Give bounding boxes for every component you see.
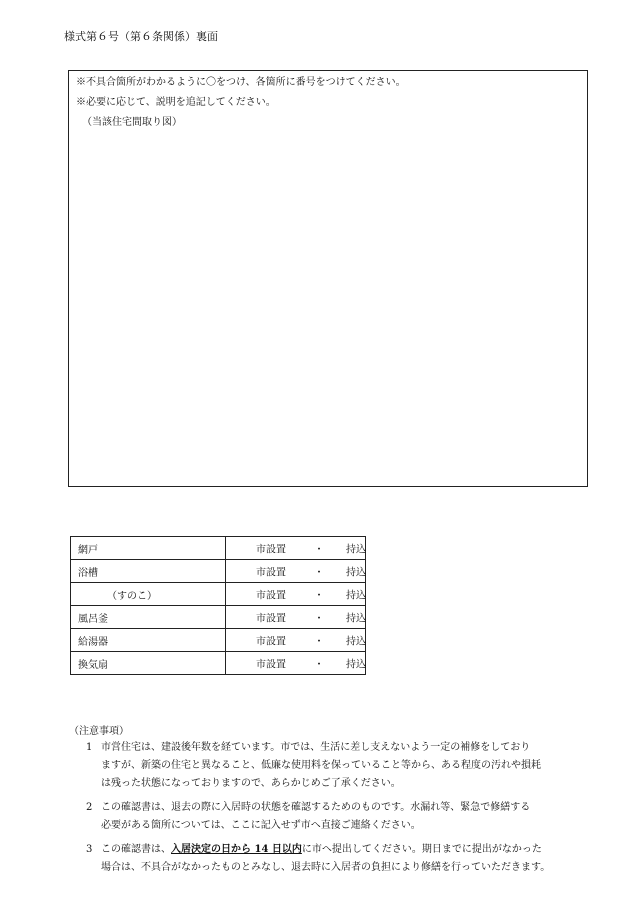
table-row xyxy=(71,583,366,606)
drawing-instruction-2: ※必要に応じて、説明を追記してください。 xyxy=(76,97,276,108)
table-row xyxy=(71,560,366,583)
floor-plan-drawing-area xyxy=(68,70,588,487)
option-city-installed: 市設置 xyxy=(256,613,286,625)
notes-heading: （注意事項） xyxy=(69,726,129,737)
equipment-name: 風呂釜 xyxy=(71,606,226,629)
option-brought-in: 持込 xyxy=(346,613,366,625)
equipment-table xyxy=(70,536,366,675)
equipment-options xyxy=(226,537,366,560)
table-row xyxy=(71,606,366,629)
note-number: 1 xyxy=(86,742,93,753)
option-city-installed: 市設置 xyxy=(256,590,286,602)
drawing-instruction-1: ※不具合箇所がわかるように〇をつけ、各箇所に番号をつけてください。 xyxy=(76,77,406,88)
option-separator: ・ xyxy=(314,544,324,556)
note-line: 必要がある箇所については、ここに記入せず市へ直接ご連絡ください。 xyxy=(101,820,421,831)
option-brought-in: 持込 xyxy=(346,544,366,556)
note-item xyxy=(86,739,606,793)
note-line: 場合は、不具合がなかったものとみなし、退去時に入居者の負担により修繕を行っていただきます。 xyxy=(101,862,551,873)
option-city-installed: 市設置 xyxy=(256,544,286,556)
option-brought-in: 持込 xyxy=(346,590,366,602)
equipment-name: 換気扇 xyxy=(71,652,226,675)
drawing-caption: （当該住宅間取り図） xyxy=(82,117,182,128)
note-line xyxy=(101,841,606,859)
note-number: 2 xyxy=(86,802,93,813)
option-city-installed: 市設置 xyxy=(256,636,286,648)
note-line: は残った状態になっておりますので、あらかじめご了承ください。 xyxy=(101,778,401,789)
equipment-options xyxy=(226,629,366,652)
option-separator: ・ xyxy=(314,567,324,579)
option-separator: ・ xyxy=(314,636,324,648)
equipment-options xyxy=(226,606,366,629)
note-line: この確認書は、退去の際に入居時の状態を確認するためのものです。水漏れ等、緊急で修繕する xyxy=(101,802,531,813)
equipment-options xyxy=(226,583,366,606)
equipment-options xyxy=(226,652,366,675)
note-item xyxy=(86,799,606,835)
option-brought-in: 持込 xyxy=(346,567,366,579)
option-separator: ・ xyxy=(314,590,324,602)
form-title: 様式第６号（第６条関係）裏面 xyxy=(64,30,218,43)
option-brought-in: 持込 xyxy=(346,659,366,671)
option-city-installed: 市設置 xyxy=(256,659,286,671)
note-line: 市営住宅は、建設後年数を経ています。市では、生活に差し支えないよう一定の補修をしており xyxy=(101,742,531,753)
option-brought-in: 持込 xyxy=(346,636,366,648)
table-row xyxy=(71,537,366,560)
table-row xyxy=(71,629,366,652)
note-text: この確認書は、 xyxy=(101,844,171,855)
equipment-name: （すのこ） xyxy=(71,583,226,606)
equipment-name: 給湯器 xyxy=(71,629,226,652)
option-city-installed: 市設置 xyxy=(256,567,286,579)
option-separator: ・ xyxy=(314,659,324,671)
equipment-options xyxy=(226,560,366,583)
equipment-name: 浴槽 xyxy=(71,560,226,583)
option-separator: ・ xyxy=(314,613,324,625)
note-text: に市へ提出してください。期日までに提出がなかった xyxy=(301,844,542,855)
note-item xyxy=(86,841,606,877)
table-row xyxy=(71,652,366,675)
note-line: ますが、新築の住宅と異なること、低廉な使用料を保っていること等から、ある程度の汚れや損耗 xyxy=(101,760,541,771)
deadline-emphasis: 入居決定の日から 14 日以内 xyxy=(171,844,302,855)
equipment-name: 網戸 xyxy=(71,537,226,560)
note-number: 3 xyxy=(86,844,93,855)
